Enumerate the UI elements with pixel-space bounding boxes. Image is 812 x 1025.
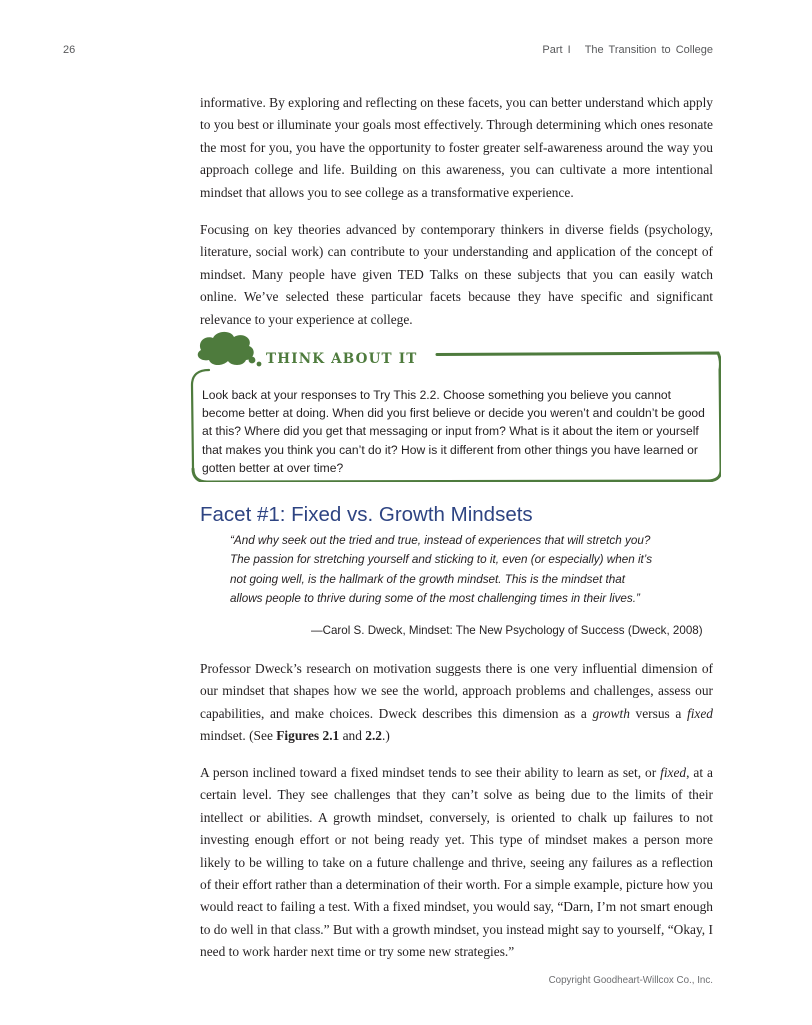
- fixed-mindset-paragraph: A person inclined toward a fixed mindset tends to see their ability to learn as set, or fixed, at a certain level. They see challenges that they can’t solve as being due to the limits of their intellect or abilities. A growth mindset, conversely, is oriented to chalk up failures to not investing enough effort or not being ready yet. This type of mindset makes a person more likely to be willing to take on a future challenge and thrive, seeing any failures as a reflection of their effort rather than a determination of their worth. For a simple example, picture how you would react to failing a test. With a fixed mindset, you would say, “Darn, I’m not smart enough to do well in that class.” But with a growth mindset, you instead might say to yourself, “Okay, I need to work harder next time or try some new strategies.”: [200, 765, 713, 960]
- growth-term: growth: [592, 705, 630, 721]
- running-header: [542, 44, 713, 56]
- think-about-it-box: [187, 330, 721, 482]
- intro-paragraph-2: Focusing on key theories advanced by contemporary thinkers in diverse fields (psychology, literature, social work) can contribute to your understanding and application of the concept of mindset. Many people have given TED Talks on these subjects that you can easily watch online. We’ve selected these particular facets because they have specific and significant relevance to your experience at college.: [200, 222, 713, 327]
- attribution-citation: (Dweck, 2008): [627, 624, 703, 637]
- figure-ref-2-2: 2.2: [365, 728, 383, 744]
- dweck-quote: “And why seek out the tried and true, instead of experiences that will stretch you? The passion for stretching yourself and sticking to it, even (or especially) when it’s not going well, is the hallmark of the growth mindset. This is the mindset that allows people to thrive during some of the most challenging times in their lives.”: [230, 534, 653, 606]
- thought-cloud-icon: [198, 332, 254, 365]
- intro-paragraph-1: informative. By exploring and reflecting on these facets, you can better understand which apply to you best or illuminate your goals most effectively. Through determining which ones resonate the most for you, you have the opportunity to foster greater self-awareness around the way you approach college and life. Building on this awareness, you can cultivate a more intentional mindset that allows you to see college as a transformative experience.: [200, 95, 713, 200]
- dweck-paragraph: Professor Dweck’s research on motivation suggests there is one very influential dimension of our mindset that shapes how we see the world, approach problems and challenges, assess our capabilities, and make choices. Dweck describes this dimension as a growth versus a fixed mindset. (See Figures 2.1 and 2.2.): [200, 661, 713, 744]
- think-about-it-text: Look back at your responses to Try This 2.2. Choose something you believe you cannot become better at doing. When did you first believe or decide you weren’t and couldn’t be good at this? Where did you get that messaging or input from? What is it about the item or yourself that makes you think you can’t do it? How is it different from other things you have learned or gotten better at over time?: [202, 388, 705, 475]
- copyright-footer: Copyright Goodheart-Willcox Co., Inc.: [548, 975, 713, 986]
- figure-ref-2-1: Figures 2.1: [276, 728, 340, 744]
- fixed-term-2: fixed: [660, 765, 687, 780]
- page-number: 26: [63, 44, 76, 56]
- fixed-term: fixed: [686, 705, 713, 721]
- quote-attribution: [311, 624, 703, 637]
- attribution-author: —Carol S. Dweck, Mindset: The New Psychology of Success: [311, 624, 625, 637]
- section-title: The Transition to College: [584, 44, 713, 56]
- think-about-it-title: THINK ABOUT IT: [266, 351, 418, 367]
- part-label: Part I: [542, 44, 571, 56]
- facet-heading: Facet #1: Fixed vs. Growth Mindsets: [200, 503, 533, 526]
